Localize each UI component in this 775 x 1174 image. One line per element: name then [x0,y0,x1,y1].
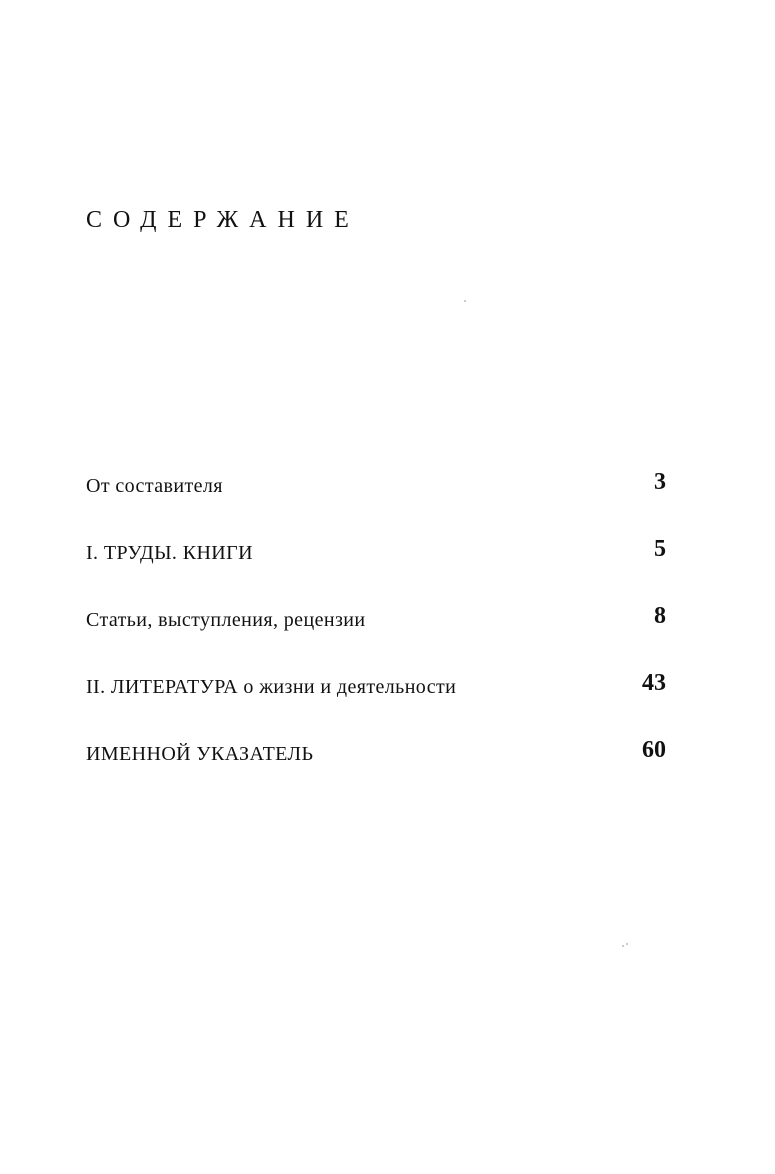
table-of-contents [86,466,676,801]
toc-entry-name-index [86,734,676,801]
toc-entry-works-books [86,533,676,600]
toc-entry-articles [86,600,676,667]
toc-entry-literature [86,667,676,734]
toc-entry-title: ИМЕННОЙ УКАЗАТЕЛЬ [86,743,314,765]
toc-entry-title: Статьи, выступления, рецензии [86,609,366,631]
toc-entry-from-compiler [86,466,676,533]
toc-entry-page: 60 [642,737,666,763]
scan-speck [626,943,628,945]
toc-entry-title: I. ТРУДЫ. КНИГИ [86,542,253,564]
toc-entry-title: II. ЛИТЕРАТУРА о жизни и деятельности [86,676,457,698]
contents-heading: СОДЕРЖАНИЕ [86,207,360,233]
scan-speck [622,945,624,947]
scan-speck [464,300,466,302]
toc-entry-page: 5 [654,536,666,562]
toc-entry-page: 3 [654,469,666,495]
toc-entry-page: 43 [642,670,666,696]
toc-entry-page: 8 [654,603,666,629]
toc-entry-title: От составителя [86,475,223,497]
